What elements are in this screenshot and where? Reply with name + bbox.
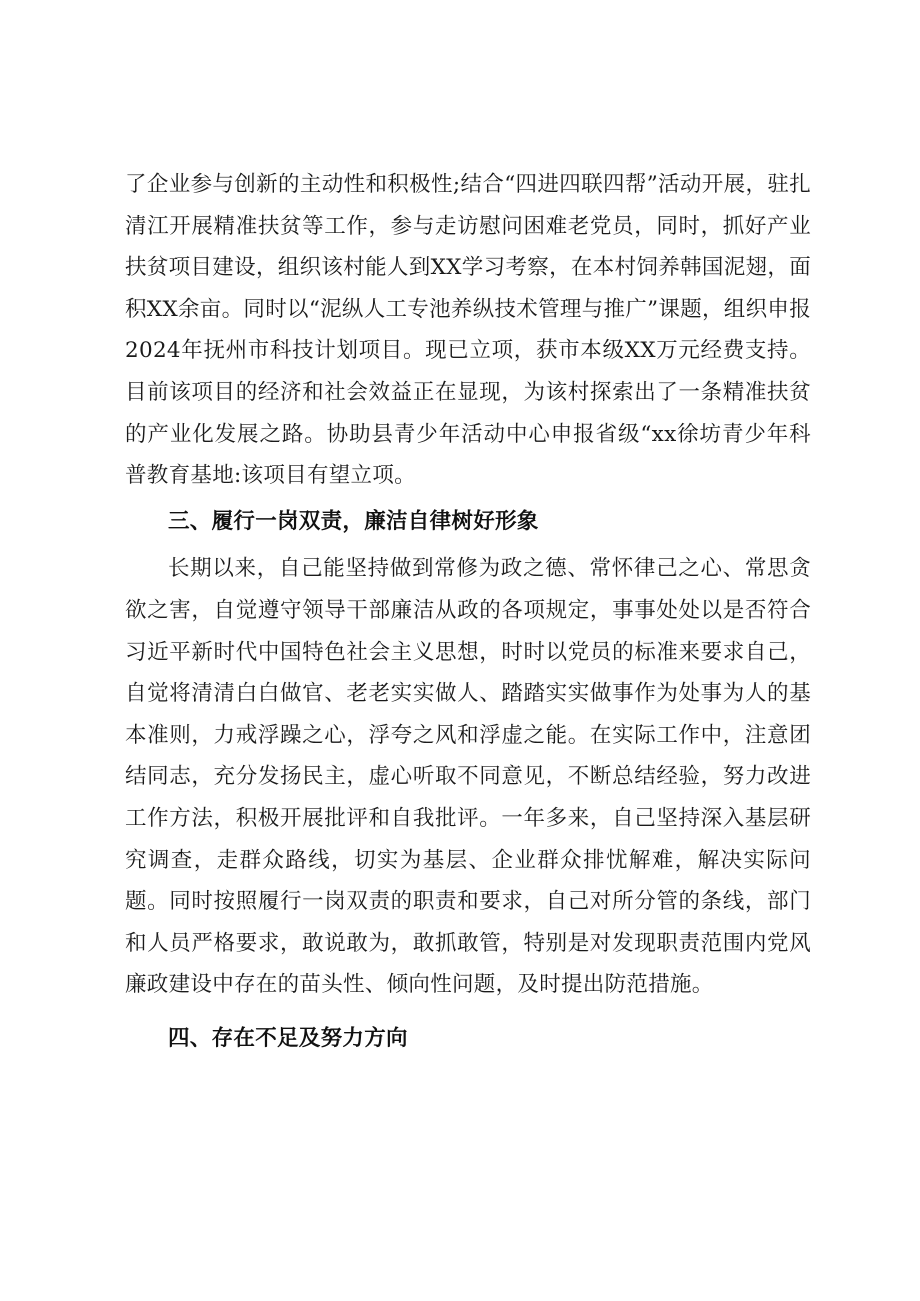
paragraph-continued: 了企业参与创新的主动性和积极性;结合“四进四联四帮”活动开展，驻扎清江开展精准扶贫等工作，参与走访慰问困难老党员，同时，抓好产业扶贫项目建设，组织该村能人到XX学习考察，在本村饲养韩国泥翅，面积XX余亩。同时以“泥纵人工专池养纵技术管理与推广”课题，组织申报2024年抚州市科技计划项目。现已立项，获市本级XX万元经费支持。目前该项目的经济和社会效益正在显现，为该村探索出了一条精准扶贫的产业化发展之路。协助县青少年活动中心申报省级“xx徐坊青少年科普教育基地:该项目有望立项。 — [125, 172, 811, 489]
section-heading-3: 三、履行一岗双责，廉洁自律树好形象 — [168, 508, 539, 534]
paragraph-section-3: 长期以来，自己能坚持做到常修为政之德、常怀律己之心、常思贪欲之害，自觉遵守领导干部廉洁从政的各项规定，事事处处以是否符合习近平新时代中国特色社会主义思想，时时以党员的标准来要求自己，自觉将清清白白做官、老老实实做人、踏踏实实做事作为处事为人的基本准则，力戒浮躁之心，浮夸之风和浮虚之能。在实际工作中，注意团结同志，充分发扬民主，虚心听取不同意见，不断总结经验，努力改进工作方法，积极开展批评和自我批评。一年多来，自己坚持深入基层研究调查，走群众路线，切实为基层、企业群众排忧解难，解决实际问题。同时按照履行一岗双责的职责和要求，自己对所分管的条线，部门和人员严格要求，敢说敢为，敢抓敢管，特别是对发现职责范围内党风廉政建设中存在的苗头性、倾向性问题，及时提出防范措施。 — [125, 556, 811, 998]
section-heading-4: 四、存在不足及努力方向 — [168, 1025, 408, 1051]
document-page — [125, 164, 811, 1059]
